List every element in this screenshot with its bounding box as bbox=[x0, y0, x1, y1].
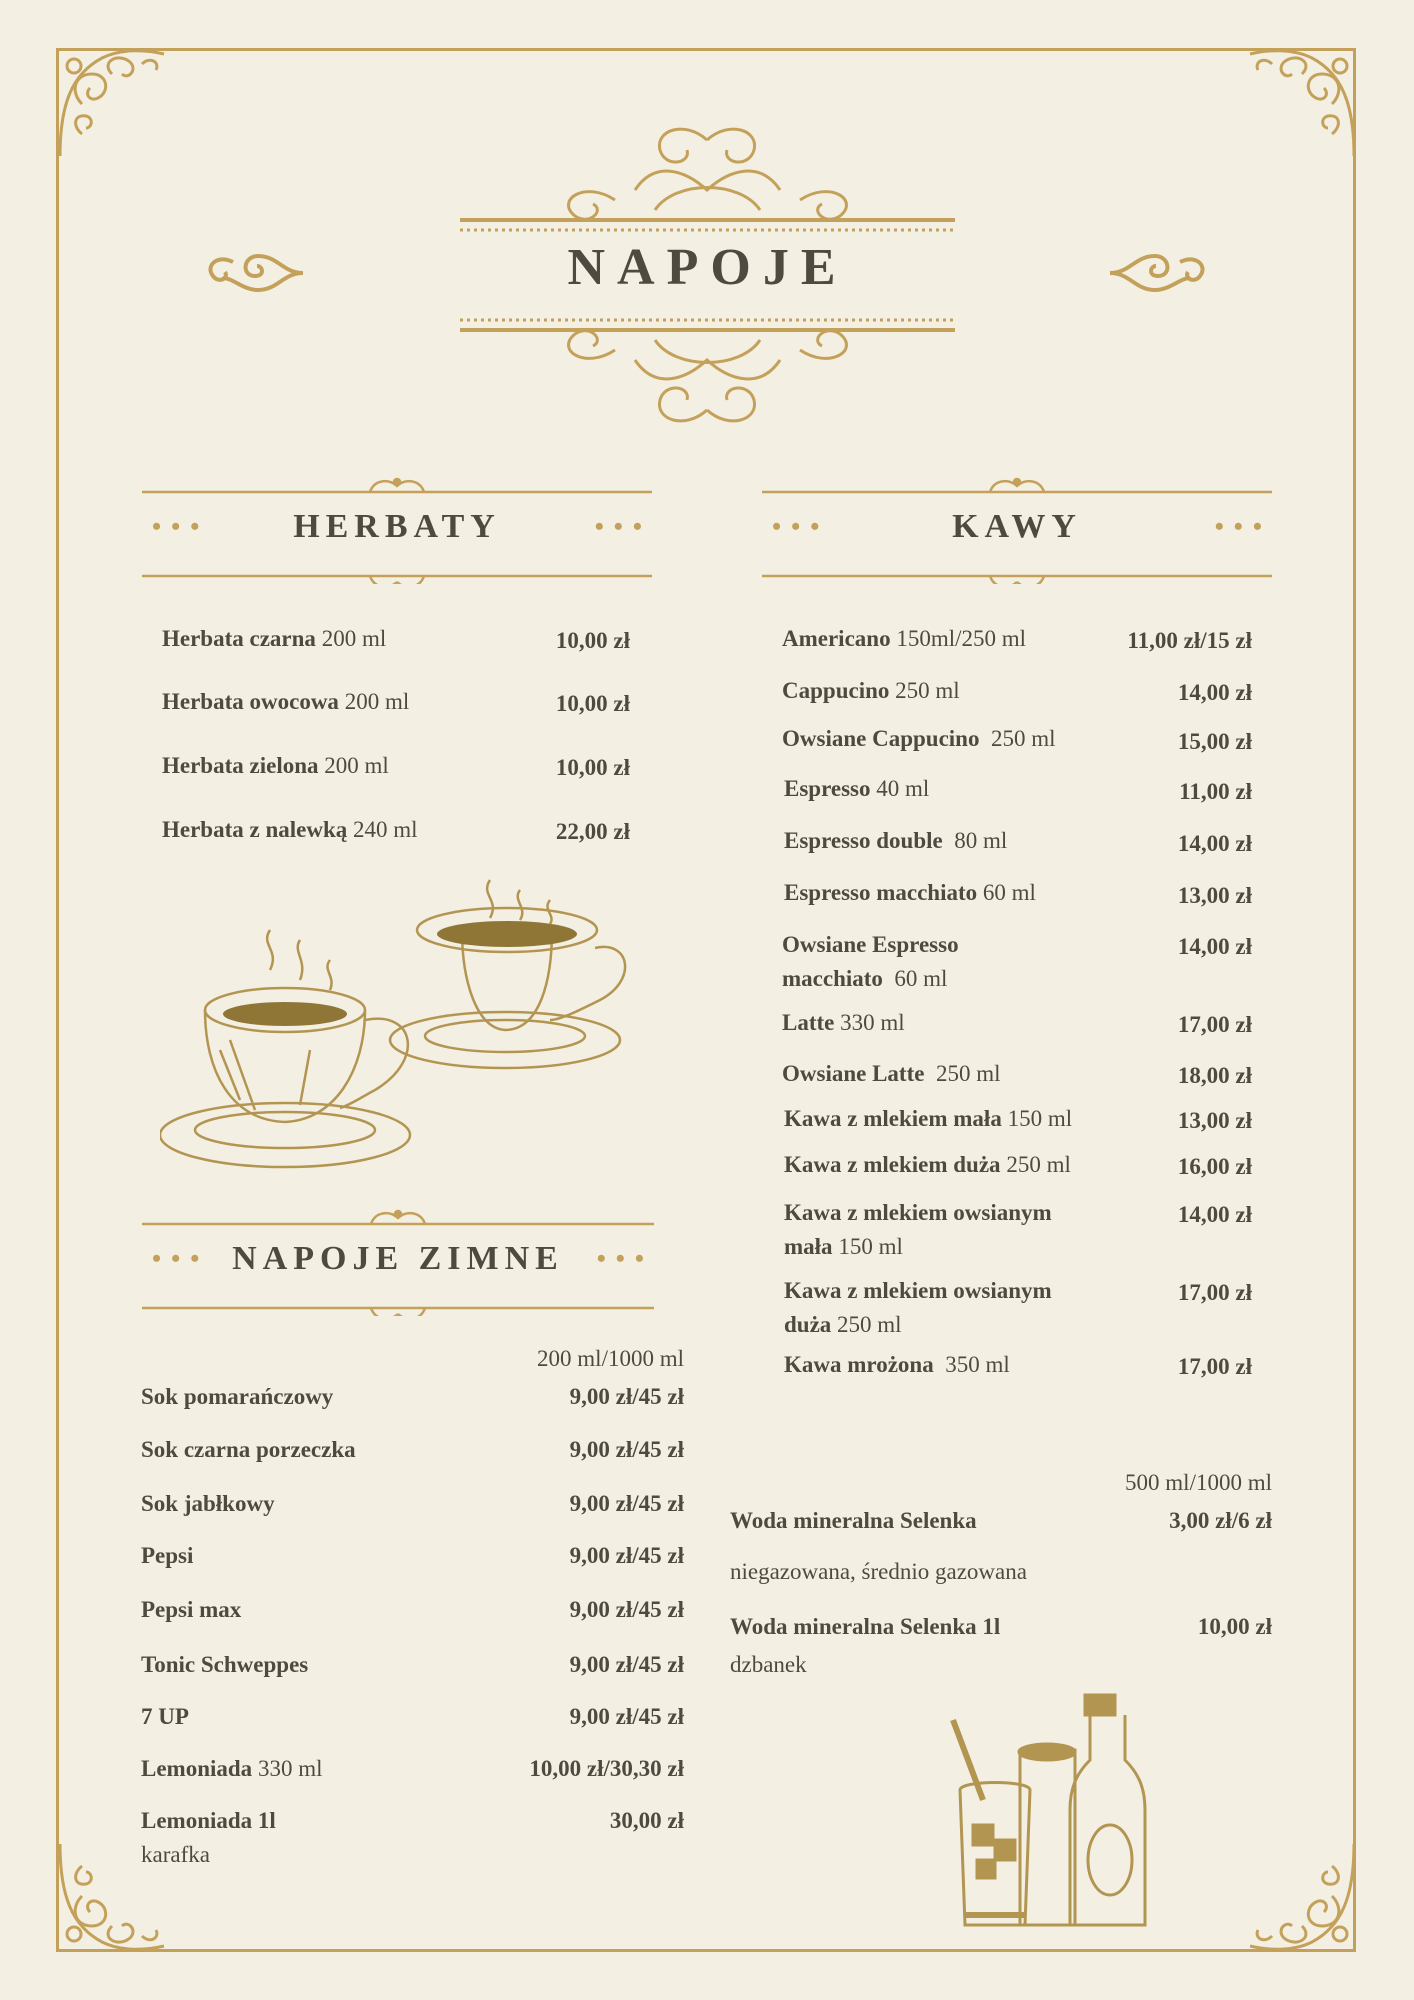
corner-ornament-icon bbox=[1242, 44, 1362, 164]
menu-item: Herbata czarna 200 ml bbox=[162, 626, 387, 651]
menu-item: Sok jabłkowy bbox=[141, 1491, 275, 1516]
corner-ornament-icon bbox=[1242, 1836, 1362, 1956]
menu-item: Woda mineralna Selenka 1l bbox=[730, 1614, 1001, 1639]
page-title: NAPOJE bbox=[567, 239, 848, 296]
dots-decoration: ••• bbox=[152, 1244, 210, 1273]
coffee-cups-icon bbox=[160, 870, 655, 1175]
item-price: 14,00 zł bbox=[1177, 680, 1252, 705]
menu-item: Woda mineralna Selenka bbox=[730, 1508, 977, 1533]
item-price: 17,00 zł bbox=[1177, 1012, 1252, 1037]
menu-item: Owsiane Latte 250 ml bbox=[782, 1061, 1001, 1086]
menu-item: Kawa z mlekiem duża 250 ml bbox=[784, 1152, 1071, 1177]
item-price: 15,00 zł bbox=[1177, 729, 1252, 754]
menu-item: Herbata z nalewką 240 ml bbox=[162, 817, 418, 842]
menu-item: Pepsi max bbox=[141, 1597, 242, 1622]
menu-item: Espresso 40 ml bbox=[784, 776, 930, 801]
section-title: KAWY bbox=[952, 508, 1082, 545]
section-header-napoje-zimne bbox=[142, 1206, 654, 1316]
menu-item: Espresso macchiato 60 ml bbox=[784, 880, 1036, 905]
dots-decoration: ••• bbox=[772, 512, 830, 541]
item-price: 10,00 zł bbox=[1197, 1614, 1272, 1639]
item-price: 10,00 zł bbox=[555, 628, 630, 653]
item-price: 10,00 zł bbox=[555, 755, 630, 780]
item-price: 11,00 zł/15 zł bbox=[1127, 628, 1252, 653]
item-price: 14,00 zł bbox=[1177, 1202, 1252, 1227]
item-price: 9,00 zł/45 zł bbox=[569, 1704, 684, 1729]
item-price: 17,00 zł bbox=[1177, 1354, 1252, 1379]
item-price: 9,00 zł/45 zł bbox=[569, 1543, 684, 1568]
dots-decoration: ••• bbox=[1214, 512, 1272, 541]
section-title: HERBATY bbox=[293, 508, 501, 545]
menu-item: Kawa z mlekiem owsianym duża 250 ml bbox=[784, 1278, 1052, 1337]
menu-item: Latte 330 ml bbox=[782, 1010, 905, 1035]
item-price: 3,00 zł/6 zł bbox=[1169, 1508, 1272, 1533]
menu-item: Owsiane Espresso macchiato 60 ml bbox=[782, 932, 959, 991]
item-price: 18,00 zł bbox=[1177, 1063, 1252, 1088]
swirl-ornament-icon bbox=[203, 248, 308, 298]
item-price: 30,00 zł bbox=[609, 1808, 684, 1833]
menu-item: Americano 150ml/250 ml bbox=[782, 626, 1027, 651]
item-price: 9,00 zł/45 zł bbox=[569, 1597, 684, 1622]
menu-item: Kawa z mlekiem mała 150 ml bbox=[784, 1106, 1073, 1131]
item-price: 14,00 zł bbox=[1177, 831, 1252, 856]
menu-item: 7 UP bbox=[141, 1704, 189, 1729]
item-price: 9,00 zł/45 zł bbox=[569, 1652, 684, 1677]
item-price: 9,00 zł/45 zł bbox=[569, 1437, 684, 1462]
swirl-ornament-icon bbox=[1105, 248, 1210, 298]
menu-item: Cappucino 250 ml bbox=[782, 678, 960, 703]
drinks-icon bbox=[945, 1690, 1155, 1935]
menu-item: Lemoniada 1l karafka bbox=[141, 1808, 276, 1867]
menu-item: Owsiane Cappucino 250 ml bbox=[782, 726, 1056, 751]
item-price: 13,00 zł bbox=[1177, 1108, 1252, 1133]
size-header: 500 ml/1000 ml bbox=[1125, 1470, 1272, 1495]
dots-decoration: ••• bbox=[594, 512, 652, 541]
item-note: niegazowana, średnio gazowana bbox=[730, 1559, 1027, 1584]
section-title: NAPOJE ZIMNE bbox=[232, 1240, 564, 1277]
item-price: 14,00 zł bbox=[1177, 934, 1252, 959]
corner-ornament-icon bbox=[52, 44, 172, 164]
item-price: 11,00 zł bbox=[1179, 779, 1252, 804]
section-header-kawy bbox=[762, 474, 1272, 584]
menu-item: Kawa mrożona 350 ml bbox=[784, 1352, 1010, 1377]
dots-decoration: ••• bbox=[596, 1244, 654, 1273]
menu-item: Sok czarna porzeczka bbox=[141, 1437, 356, 1462]
item-price: 17,00 zł bbox=[1177, 1280, 1252, 1305]
menu-item: Kawa z mlekiem owsianym mała 150 ml bbox=[784, 1200, 1052, 1259]
menu-item: Tonic Schweppes bbox=[141, 1652, 309, 1677]
dots-decoration: ••• bbox=[152, 512, 210, 541]
menu-item: Pepsi bbox=[141, 1543, 194, 1568]
item-price: 10,00 zł/30,30 zł bbox=[529, 1756, 684, 1781]
item-price: 13,00 zł bbox=[1177, 883, 1252, 908]
size-header: 200 ml/1000 ml bbox=[537, 1346, 684, 1371]
section-header-herbaty bbox=[142, 474, 652, 584]
item-note: dzbanek bbox=[730, 1652, 807, 1677]
menu-item: Sok pomarańczowy bbox=[141, 1384, 334, 1409]
item-price: 9,00 zł/45 zł bbox=[569, 1384, 684, 1409]
item-price: 9,00 zł/45 zł bbox=[569, 1491, 684, 1516]
menu-item: Lemoniada 330 ml bbox=[141, 1756, 323, 1781]
item-price: 10,00 zł bbox=[555, 691, 630, 716]
menu-item: Herbata owocowa 200 ml bbox=[162, 689, 410, 714]
menu-item: Herbata zielona 200 ml bbox=[162, 753, 389, 778]
item-price: 22,00 zł bbox=[555, 819, 630, 844]
item-price: 16,00 zł bbox=[1177, 1154, 1252, 1179]
menu-item: Espresso double 80 ml bbox=[784, 828, 1008, 853]
